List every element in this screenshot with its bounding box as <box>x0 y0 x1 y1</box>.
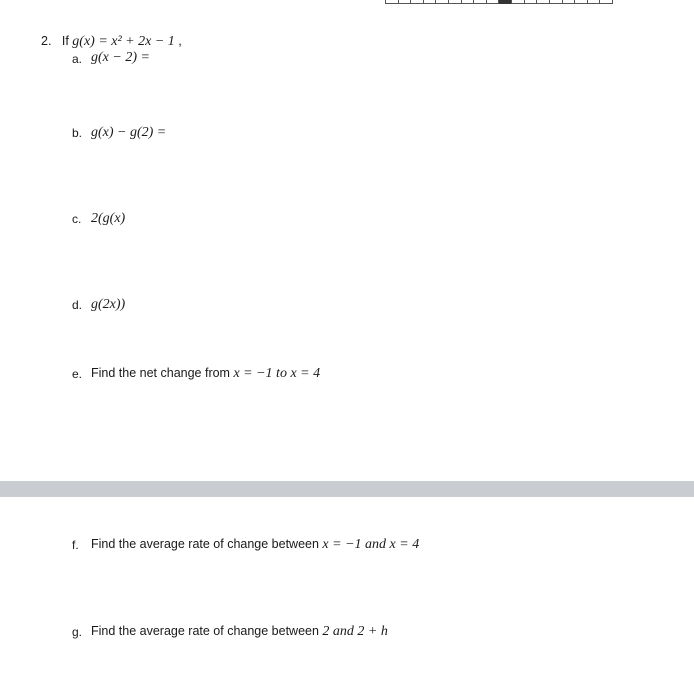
problem-function: g(x) = x² + 2x − 1 <box>72 34 175 49</box>
part-e-letter: e. <box>72 367 83 381</box>
part-c-letter: c. <box>72 212 82 226</box>
part-b-math: g(x) − g(2) = <box>91 125 167 140</box>
part-a-letter: a. <box>72 52 83 66</box>
problem-header <box>41 33 182 50</box>
part-g-letter: g. <box>72 625 83 639</box>
part-g-body <box>91 623 388 640</box>
problem-intro-text: If <box>61 34 73 48</box>
part-e-math: x = −1 to x = 4 <box>233 366 321 381</box>
part-a-body <box>91 49 150 66</box>
part-c-body <box>91 210 125 227</box>
part-c-math: 2(g(x) <box>91 211 126 226</box>
part-f-letter: f. <box>72 538 79 552</box>
part-d-body <box>91 296 125 313</box>
part-f-math: x = −1 and x = 4 <box>322 537 420 552</box>
part-b-body <box>91 124 166 141</box>
document-page-2 <box>0 497 694 700</box>
part-d-letter: d. <box>72 298 83 312</box>
part-f-text: Find the average rate of change between <box>91 537 323 551</box>
part-b-letter: b. <box>72 126 83 140</box>
part-d-math: g(2x)) <box>91 297 126 312</box>
problem-number: 2. <box>41 34 52 48</box>
part-a-math: g(x − 2) = <box>91 50 150 65</box>
part-g-math: 2 and 2 + h <box>322 624 388 639</box>
part-e-text: Find the net change from <box>91 366 234 380</box>
part-e-body <box>91 365 320 382</box>
page-separator <box>0 481 694 497</box>
part-f-body <box>91 536 419 553</box>
table-edge <box>385 0 613 4</box>
part-g-text: Find the average rate of change between <box>91 624 323 638</box>
problem-intro-trail: , <box>174 34 182 48</box>
